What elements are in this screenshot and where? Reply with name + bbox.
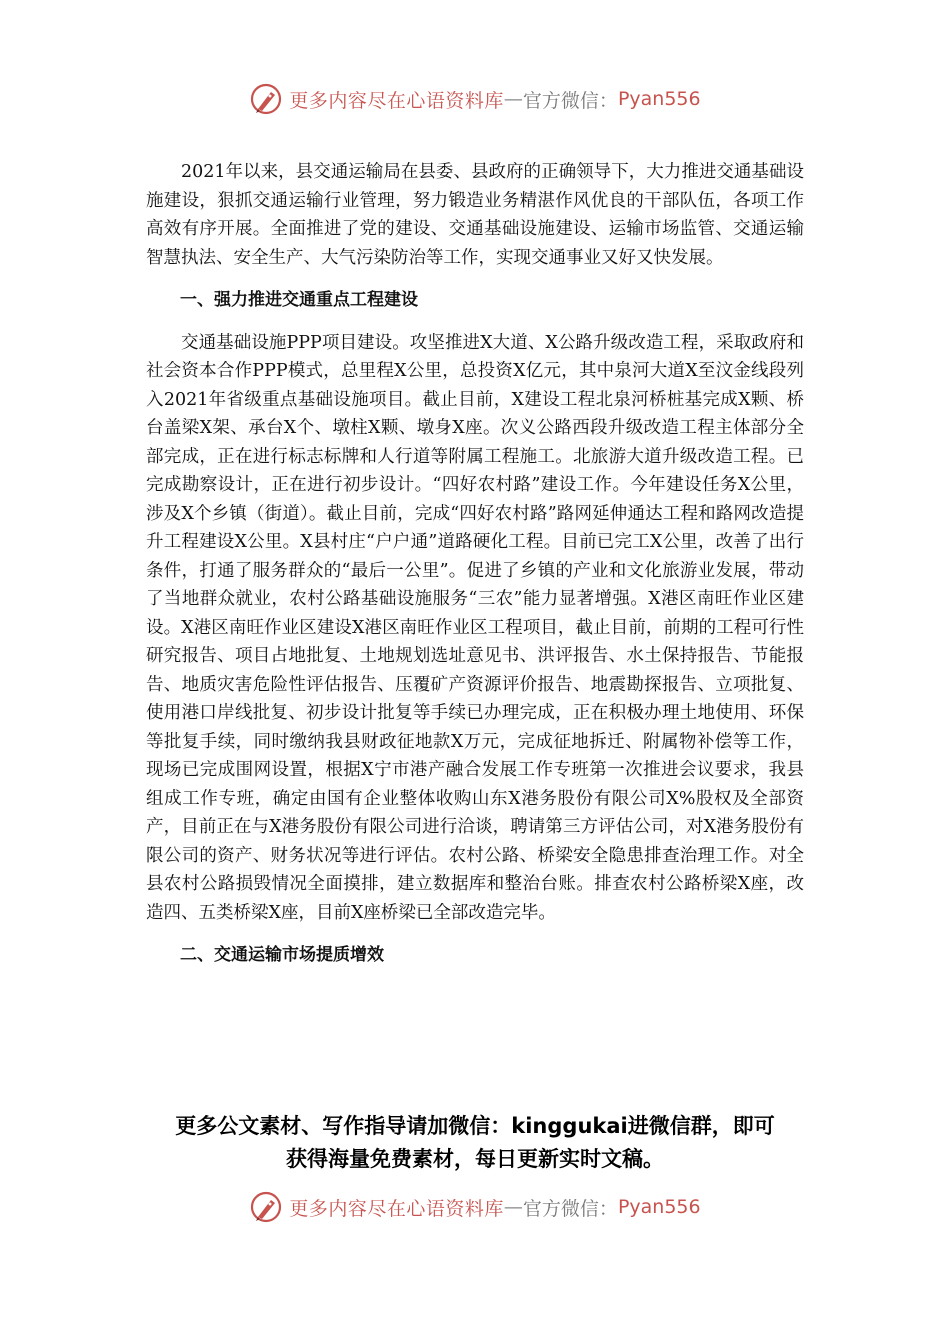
section-heading-1: 一、强力推进交通重点工程建设 bbox=[180, 290, 418, 310]
banner-wechat-label: 官方微信： bbox=[522, 89, 618, 112]
document-body bbox=[146, 158, 804, 970]
pen-nib-logo-icon bbox=[249, 82, 283, 116]
intro-paragraph: 2021年以来，县交通运输局在县委、县政府的正确领导下，大力推进交通基础设施建设，狠抓交通运输行业管理，努力锻造业务精湛作风优良的干部队伍，各项工作高效有序开展。全面推进了党的建设、交通基础设施建设、运输市场监管、交通运输智慧执法、安全生产、大气污染防治等工作，实现交通事业又好又快发展。 bbox=[146, 162, 804, 268]
banner-title: 更多内容尽在心语资料库 bbox=[289, 1197, 504, 1220]
banner-wechat-label: 官方微信： bbox=[522, 1197, 618, 1220]
footer-banner bbox=[0, 1190, 950, 1224]
section-heading-2: 二、交通运输市场提质增效 bbox=[180, 945, 384, 965]
banner-wechat-id: Pyan556 bbox=[617, 88, 701, 110]
promo-text bbox=[120, 1110, 830, 1176]
section1-paragraph: 交通基础设施PPP项目建设。攻坚推进X大道、X公路升级改造工程，采取政府和社会资本合作PPP模式，总里程X公里，总投资X亿元，其中泉河大道X至汶金线段列入2021年省级重点基础设施项目。截止目前，X建设工程北泉河桥桩基完成X颗、桥台盖梁X架、承台X个、墩柱X颗、墩身X座。次义公路西段升级改造工程主体部分全部完成，正在进行标志标牌和人行道等附属工程施工。北旅游大道升级改造工程。已完成勘察设计，正在进行初步设计。“四好农村路”建设工作。今年建设任务X公里，涉及X个乡镇（街道）。截止目前，完成“四好农村路”路网延伸通达工程和路网改造提升工程建设X公里。X县村庄“户户通”道路硬化工程。目前已完工X公里，改善了出行条件，打通了服务群众的“最后一公里”。促进了乡镇的产业和文化旅游业发展，带动了当地群众就业，农村公路基础设施服务“三农”能力显著增强。X港区南旺作业区建设。X港区南旺作业区建设X港区南旺作业区工程项目，截止目前，前期的工程可行性研究报告、项目占地批复、土地规划选址意见书、洪评报告、水土保持报告、节能报告、地质灾害危险性评估报告、压覆矿产资源评价报告、地震勘探报告、立项批复、使用港口岸线批复、初步设计批复等手续已办理完成，正在积极办理土地使用、环保等批复手续，同时缴纳我县财政征地款X万元，完成征地拆迁、附属物补偿等工作，现场已完成围网设置，根据X宁市港产融合发展工作专班第一次推进会议要求，我县组成工作专班，确定由国有企业整体收购山东X港务股份有限公司X%股权及全部资产，目前正在与X港务股份有限公司进行洽谈，聘请第三方评估公司，对X港务股份有限公司的资产、财务状况等进行评估。农村公路、桥梁安全隐患排查治理工作。对全县农村公路损毁情况全面摸排，建立数据库和整治台账。排查农村公路桥梁X座，改造四、五类桥梁X座，目前X座桥梁已全部改造完毕。 bbox=[146, 332, 804, 923]
banner-separator: — bbox=[503, 1196, 523, 1218]
promo-line-1: 更多公文素材、写作指导请加微信：kinggukai进微信群，即可 bbox=[175, 1114, 775, 1138]
header-banner bbox=[0, 82, 950, 116]
banner-wechat-id: Pyan556 bbox=[617, 1196, 701, 1218]
banner-title: 更多内容尽在心语资料库 bbox=[289, 89, 504, 112]
pen-nib-logo-icon bbox=[249, 1190, 283, 1224]
promo-line-2: 获得海量免费素材，每日更新实时文稿。 bbox=[286, 1147, 664, 1171]
banner-separator: — bbox=[503, 88, 523, 110]
